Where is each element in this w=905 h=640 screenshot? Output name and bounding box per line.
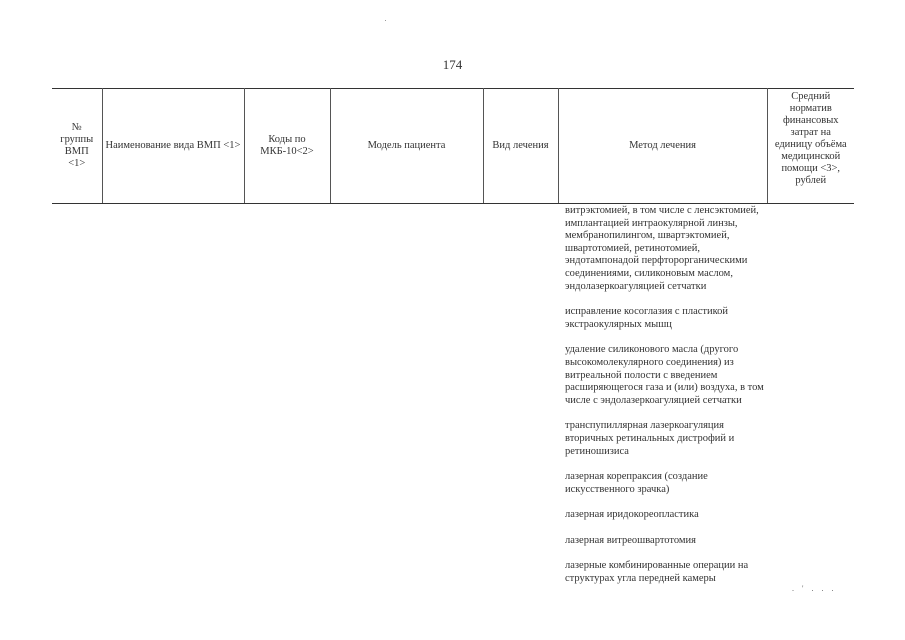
- header-cell-treatment-type: Вид лечения: [483, 89, 558, 204]
- header-cell-patient-model: Модель пациента: [330, 89, 483, 204]
- scan-mark: . ' . . .: [792, 584, 837, 593]
- table-header: [52, 88, 854, 204]
- treatment-method-item: лазерная витреошвартотомия: [565, 534, 696, 546]
- page-number: 174: [442, 57, 463, 72]
- header-cell-vmp-name: Наименование вида ВМП <1>: [102, 89, 244, 204]
- treatment-method-item: исправление косоглазия с пластикой экстраокулярных мышц: [565, 306, 729, 330]
- treatment-method-item: удаление силиконового масла (другого высокомолекулярного соединения) из витреальной полости с введением расширяющегося газа и (или) воздуха, в том числе с эндолазеркоагуляцией сетчатки: [565, 344, 764, 406]
- header-cell-group-no: № группы ВМП <1>: [52, 89, 102, 204]
- treatment-method-item: витрэктомией, в том числе с ленсэктомией, имплантацией интраокулярной линзы, мембранопилингом, швартэктомией, швартотомией, ретинотомией, эндотампонадой перфторорганическими соединениями, силиконовым маслом, эндолазеркоагуляцией сетчатки: [565, 205, 759, 292]
- header-cell-treatment-method: Метод лечения: [558, 89, 767, 204]
- treatment-method-item: лазерная корепраксия (создание искусственного зрачка): [565, 471, 708, 495]
- header-cell-mkb-codes: Коды по МКБ-10<2>: [244, 89, 330, 204]
- header-cell-average-norm: Средний норматив финансовых затрат на единицу объёма медицинской помощи <3>, рублей: [767, 89, 854, 204]
- treatment-method-item: лазерные комбинированные операции на структурах угла передней камеры: [565, 560, 749, 585]
- treatment-method-list: [565, 205, 770, 599]
- treatment-method-item: транспупиллярная лазеркоагуляция вторичных ретинальных дистрофий и ретиношизиса: [565, 420, 735, 457]
- scan-speck: [385, 20, 386, 21]
- treatment-method-item: лазерная иридокореопластика: [565, 509, 699, 521]
